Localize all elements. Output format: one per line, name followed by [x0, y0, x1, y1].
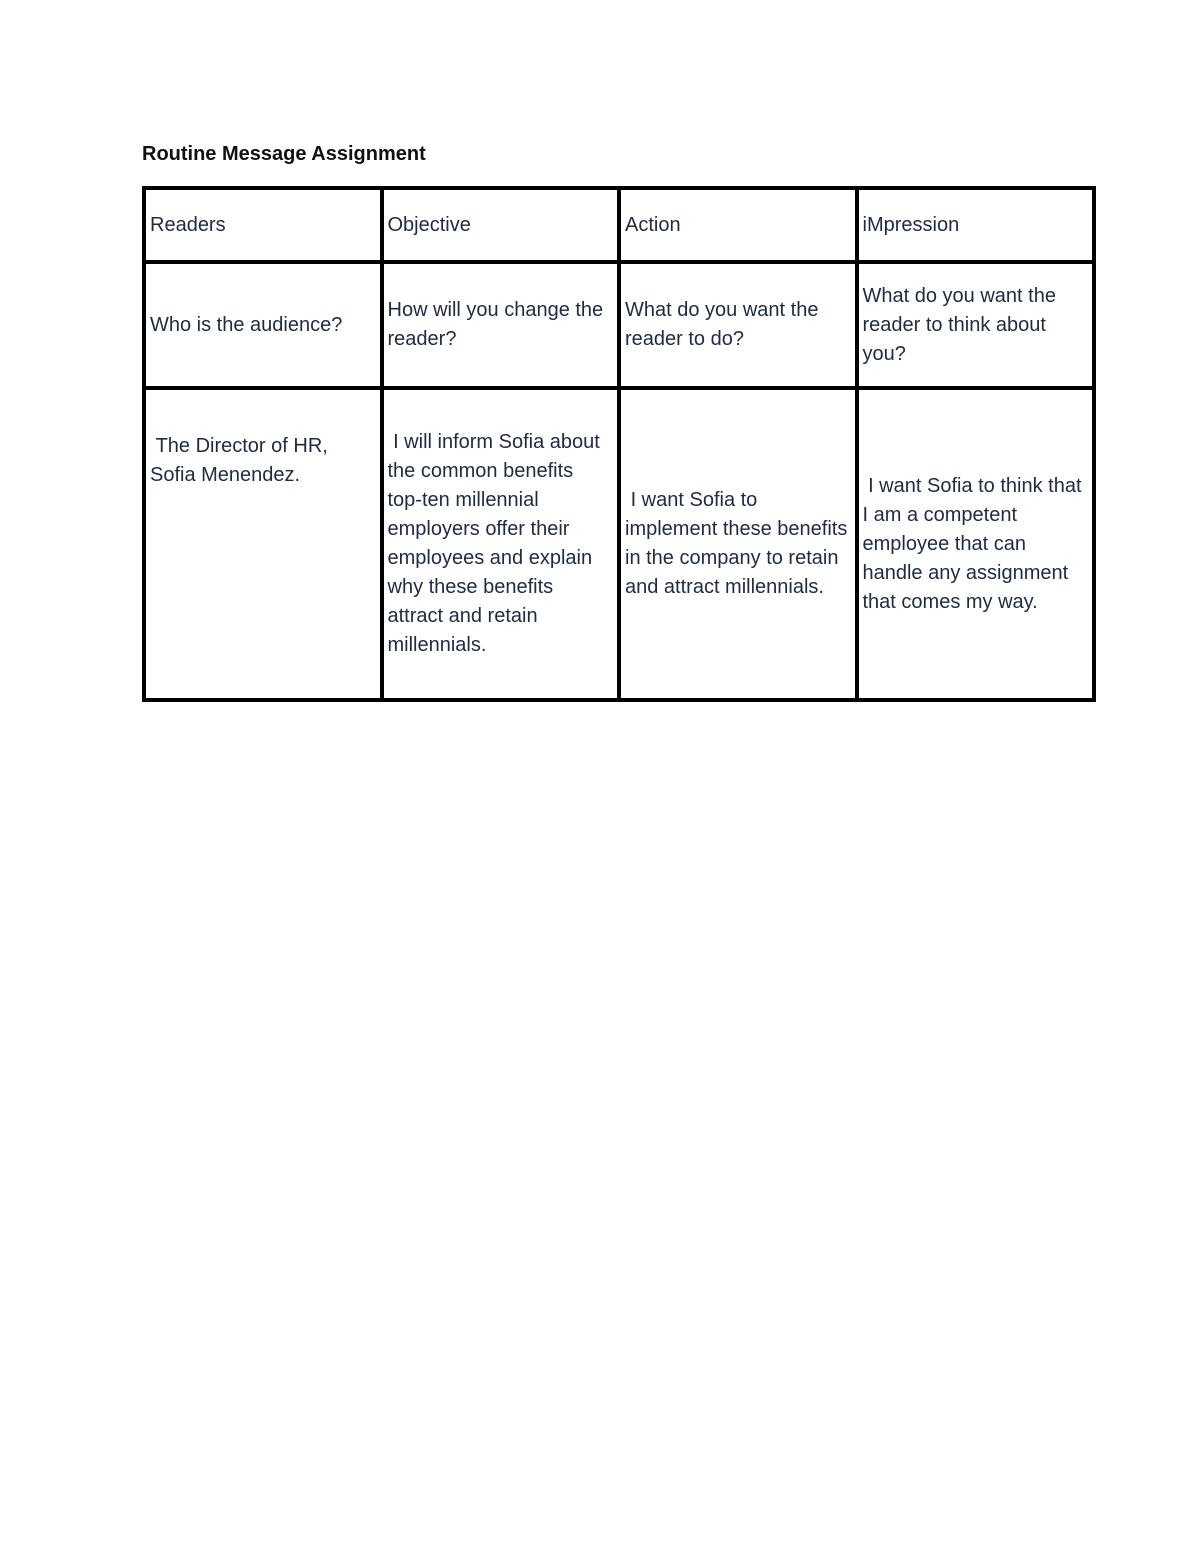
question-readers: Who is the audience?: [144, 262, 382, 388]
header-impression: iMpression: [857, 188, 1095, 262]
question-objective: How will you change the reader?: [382, 262, 620, 388]
question-impression: What do you want the reader to think about you?: [857, 262, 1095, 388]
table-row: [144, 262, 1094, 388]
answer-action: I want Sofia to implement these benefits in the company to retain and attract millennials.: [619, 388, 857, 700]
answer-readers: The Director of HR, Sofia Menendez.: [144, 388, 382, 700]
header-action: Action: [619, 188, 857, 262]
table-header-row: [144, 188, 1094, 262]
question-action: What do you want the reader to do?: [619, 262, 857, 388]
document-title: Routine Message Assignment: [142, 143, 426, 165]
header-readers: Readers: [144, 188, 382, 262]
answer-impression: I want Sofia to think that I am a competent employee that can handle any assignment that comes my way.: [857, 388, 1095, 700]
roia-table: [142, 186, 1096, 702]
answer-objective: I will inform Sofia about the common benefits top-ten millennial employers offer their employees and explain why these benefits attract and retain millennials.: [382, 388, 620, 700]
table-row: [144, 388, 1094, 700]
header-objective: Objective: [382, 188, 620, 262]
